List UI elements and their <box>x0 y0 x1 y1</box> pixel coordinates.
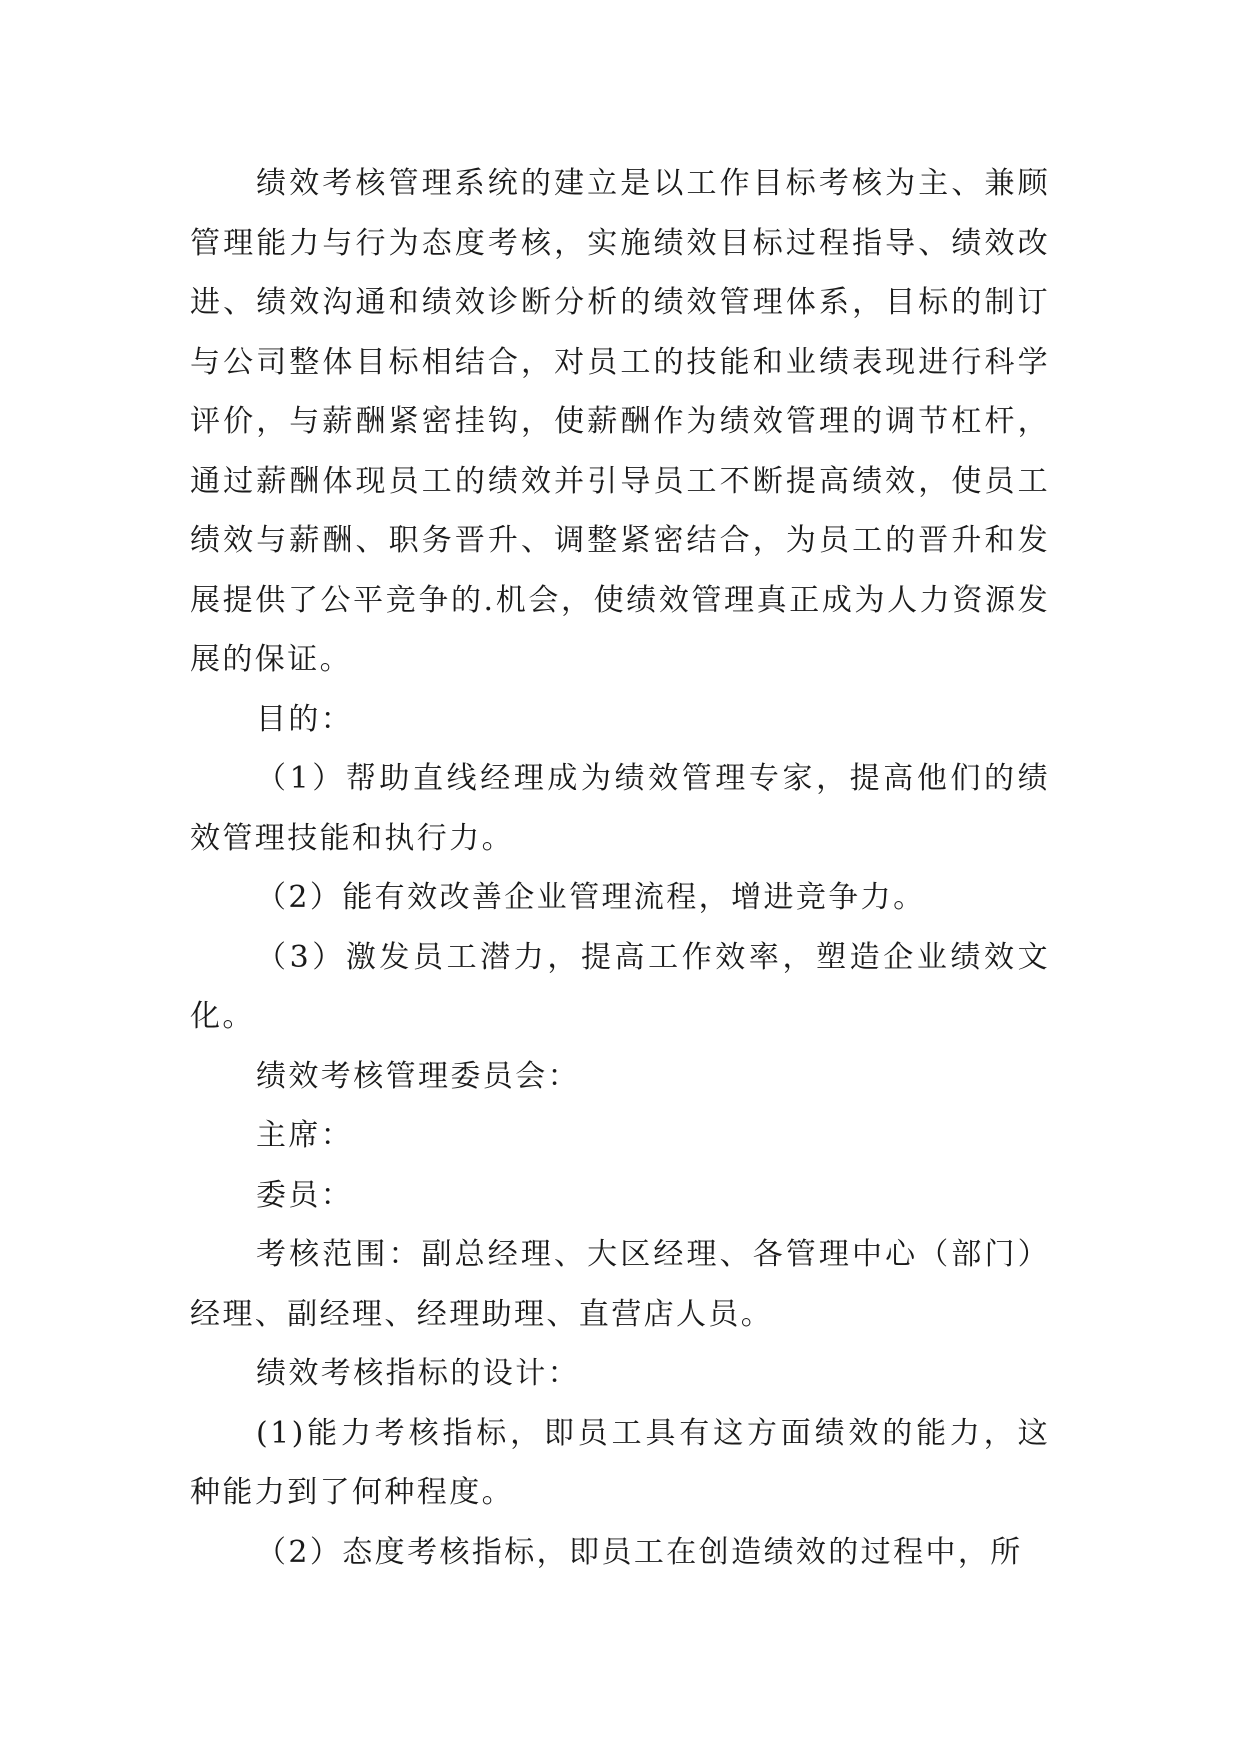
indicator-item-2: （2）态度考核指标，即员工在创造绩效的过程中，所 <box>256 1534 1023 1570</box>
paragraph-intro: 绩效考核管理系统的建立是以工作目标考核为主、兼顾管理能力与行为态度考核，实施绩效目标过程指导、绩效改进、绩效沟通和绩效诊断分析的绩效管理体系，目标的制订与公司整体目标相结合，对员工的技能和业绩表现进行科学评价，与薪酬紧密挂钩，使薪酬作为绩效管理的调节杠杆，通过薪酬体现员工的绩效并引导员工不断提高绩效，使员工绩效与薪酬、职务晋升、调整紧密结合，为员工的晋升和发展提供了公平竞争的.机会，使绩效管理真正成为人力资源发展的保证。 <box>190 166 1050 677</box>
paragraph-chairman: 主席： <box>256 1118 354 1153</box>
document-body <box>190 154 1050 1582</box>
purpose-item-3: （3）激发员工潜力，提高工作效率，塑造企业绩效文化。 <box>190 939 1050 1034</box>
paragraph-committee-heading: 绩效考核管理委员会： <box>256 1058 580 1094</box>
paragraph-scope: 考核范围：副总经理、大区经理、各管理中心（部门）经理、副经理、经理助理、直营店人员。 <box>190 1237 1050 1332</box>
paragraph-members: 委员： <box>256 1177 354 1213</box>
indicator-item-1: (1)能力考核指标，即员工具有这方面绩效的能力，这种能力到了何种程度。 <box>190 1415 1050 1510</box>
paragraph-purpose-heading: 目的： <box>256 701 354 737</box>
purpose-item-1: （1）帮助直线经理成为绩效管理专家，提高他们的绩效管理技能和执行力。 <box>190 761 1050 856</box>
paragraph-indicator-heading: 绩效考核指标的设计： <box>256 1356 580 1391</box>
purpose-item-2: （2）能有效改善企业管理流程，增进竞争力。 <box>256 880 926 915</box>
